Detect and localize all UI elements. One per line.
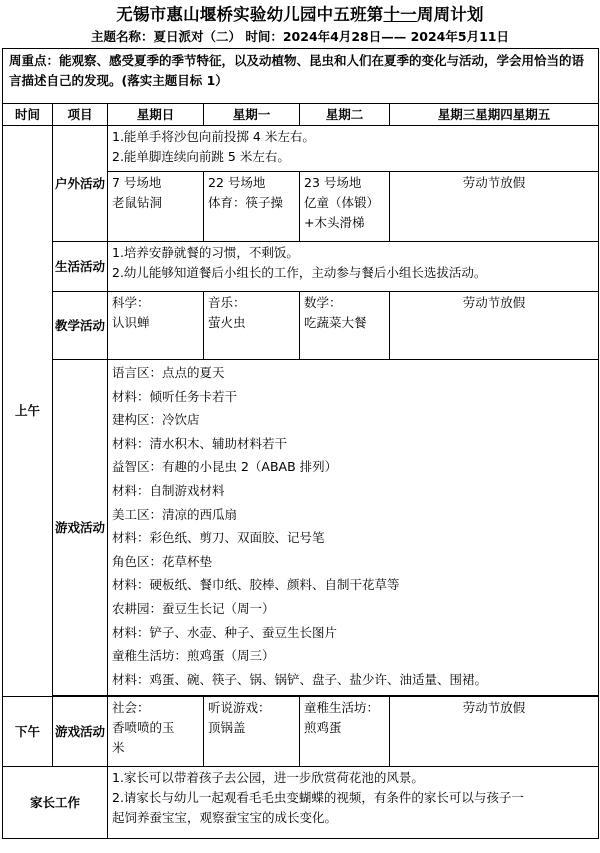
activity-text: 老鼠钻洞 <box>112 195 163 210</box>
game-line: 建构区：冷饮店 <box>112 412 200 428</box>
week-focus: 周重点：能观察、感受夏季的季节特征，以及动植物、昆虫和人们在夏季的变化与活动，学会用恰当的语言描述自己的发现。(落实主题目标 1） <box>3 49 599 104</box>
title-text: 无锡市惠山堰桥实验幼儿园中五班第 <box>116 5 384 24</box>
item-game: 游戏活动 <box>53 360 108 696</box>
subject-label: 社会： <box>112 700 150 715</box>
game-line: 童稚生活坊：煎鸡蛋（周三） <box>112 648 275 664</box>
teach-wed-fri: 劳动节放假 <box>390 292 599 360</box>
game-line: 材料：清水积木、辅助材料若干 <box>112 435 288 451</box>
lesson-name: 吃蔬菜大餐 <box>304 315 367 330</box>
activity-text: 顶锅盖 <box>208 720 246 735</box>
item-afternoon-game: 游戏活动 <box>53 697 108 767</box>
venue-text: 23 号场地 <box>304 175 362 190</box>
lesson-name: 认识蝉 <box>112 315 150 330</box>
item-life: 生活活动 <box>53 242 108 292</box>
life-row <box>3 242 599 292</box>
subject-label: 数学： <box>304 295 342 310</box>
game-line: 语言区：点点的夏天 <box>112 365 225 380</box>
outdoor-goal: 1.能单手将沙包向前投掷 4 米左右。 <box>112 129 315 144</box>
game-line: 益智区：有趣的小昆虫 2（ABAB 排列） <box>112 459 338 475</box>
activity-text: +木头滑梯 <box>304 215 365 230</box>
title-suffix: 周周计划 <box>416 5 484 24</box>
game-line: 材料：倾听任务卡若干 <box>112 388 238 404</box>
game-line: 材料：铲子、水壶、种子、蚕豆生长图片 <box>112 624 338 640</box>
outdoor-goals-row <box>3 126 599 172</box>
life-line: 1.培养安静就餐的习惯，不剩饭。 <box>112 245 299 260</box>
header-row <box>3 104 599 126</box>
subject-label: 童稚生活坊： <box>304 700 380 715</box>
teach-tuesday <box>300 292 390 360</box>
activity-text: 香喷喷的玉 <box>112 720 175 735</box>
game-line: 角色区：花草杯垫 <box>112 553 213 569</box>
time-morning: 上午 <box>3 126 53 697</box>
item-teach: 教学活动 <box>53 292 108 360</box>
subject-label: 音乐： <box>208 295 246 310</box>
venue-text: 22 号场地 <box>208 175 266 190</box>
game-row <box>3 360 599 696</box>
lesson-name: 萤火虫 <box>208 315 246 330</box>
outdoor-goal: 2.能单脚连续向前跳 5 米左右。 <box>112 149 290 164</box>
plan-table <box>2 48 599 839</box>
focus-row <box>3 49 599 104</box>
outdoor-goals <box>108 126 599 172</box>
header-sunday: 星期日 <box>108 104 204 126</box>
game-line: 美工区：清凉的西瓜扇 <box>112 506 238 522</box>
teach-monday <box>204 292 300 360</box>
activity-text: 亿童（体锻） <box>304 195 380 210</box>
venue-text: 7 号场地 <box>112 175 162 190</box>
doc-subtitle: 主题名称：夏日派对（二） 时间：2024年4月28日—— 2024年5月11日 <box>91 29 509 44</box>
header-wed-fri: 星期三星期四星期五 <box>390 104 599 126</box>
game-line: 材料：自制游戏材料 <box>112 482 225 498</box>
parents-line: 起饲养蚕宝宝，观察蚕宝宝的成长变化。 <box>112 810 338 825</box>
afternoon-wed-fri: 劳动节放假 <box>390 697 599 767</box>
item-parents: 家长工作 <box>3 767 108 839</box>
subject-label: 听说游戏： <box>208 700 271 715</box>
header-monday: 星期一 <box>204 104 300 126</box>
activity-text: 煎鸡蛋 <box>304 720 342 735</box>
outdoor-monday <box>204 172 300 242</box>
header-tuesday: 星期二 <box>300 104 390 126</box>
activity-text: 体育：筷子操 <box>208 195 284 210</box>
life-line: 2.幼儿能够知道餐后小组长的工作，主动参与餐后小组长选拔活动。 <box>112 265 487 280</box>
life-content <box>108 242 599 292</box>
outdoor-tuesday <box>300 172 390 242</box>
game-areas <box>108 360 599 696</box>
item-outdoor: 户外活动 <box>53 126 108 242</box>
parents-line: 2.请家长与幼儿一起观看毛毛虫变蝴蝶的视频，有条件的家长可以与孩子一 <box>112 790 524 805</box>
game-line: 材料：硬板纸、餐巾纸、胶棒、颜料、自制干花草等 <box>112 577 400 593</box>
outdoor-sunday <box>108 172 204 242</box>
game-line: 材料：鸡蛋、碗、筷子、锅、锅铲、盘子、盐少许、油适量、围裙。 <box>112 671 488 687</box>
afternoon-sunday <box>108 697 204 767</box>
afternoon-tuesday <box>300 697 390 767</box>
afternoon-monday <box>204 697 300 767</box>
outdoor-wed-fri: 劳动节放假 <box>390 172 599 242</box>
header-item: 项目 <box>53 104 108 126</box>
activity-text: 米 <box>112 740 125 755</box>
parents-row <box>3 767 599 839</box>
time-afternoon: 下午 <box>3 697 53 767</box>
subject-label: 科学： <box>112 295 150 310</box>
afternoon-row <box>3 697 599 767</box>
teach-sunday <box>108 292 204 360</box>
parents-content <box>108 767 599 839</box>
parents-line: 1.家长可以带着孩子去公园，进一步欣赏荷花池的风景。 <box>112 770 424 785</box>
game-line: 农耕园：蚕豆生长记（周一） <box>112 600 275 616</box>
title-week-number: 十一 <box>383 5 417 24</box>
doc-title <box>0 0 600 28</box>
game-line: 材料：彩色纸、剪刀、双面胶、记号笔 <box>112 530 325 546</box>
header-time: 时间 <box>3 104 53 126</box>
teach-row <box>3 292 599 360</box>
